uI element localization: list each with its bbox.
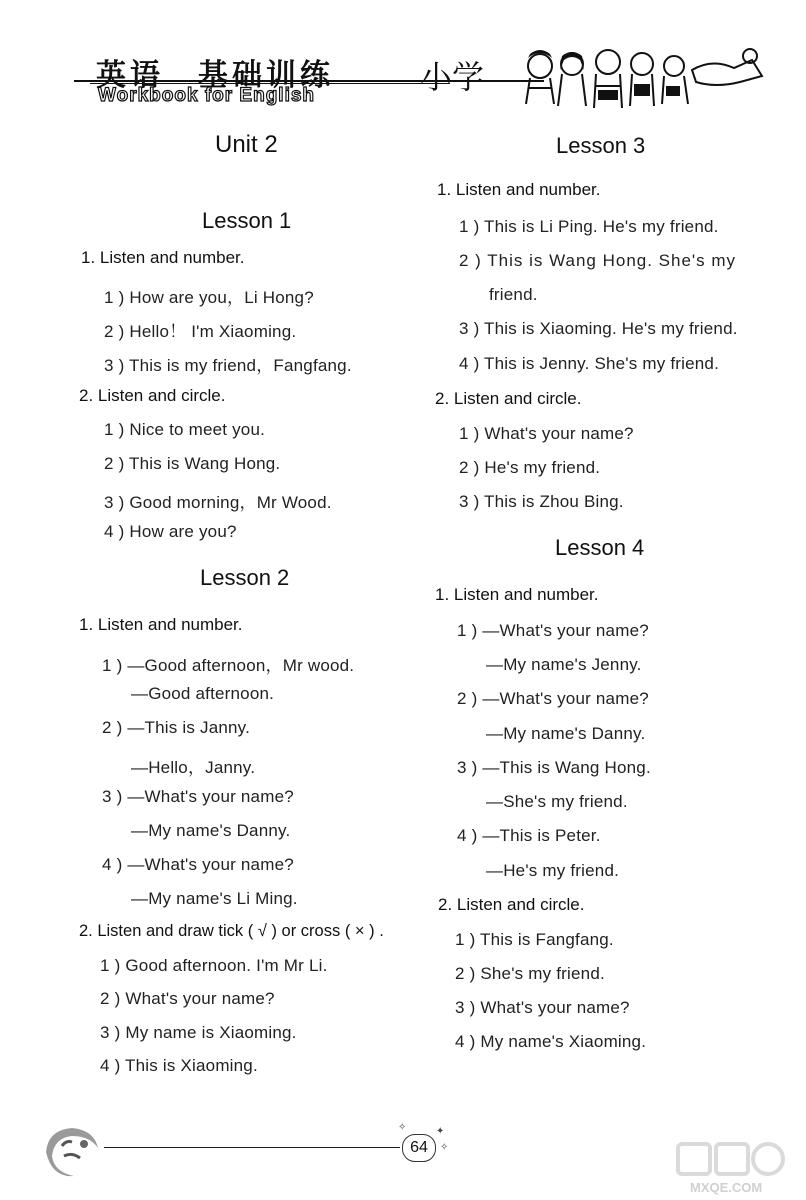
lesson-3-q1-item: 2 ) This is Wang Hong. She's my: [459, 251, 737, 270]
sparkle-icon: ✦: [436, 1126, 445, 1137]
lesson-2-q1-item: 2 ) —This is Janny.: [102, 718, 251, 737]
lesson-1-q2-item: 2 ) This is Wang Hong.: [104, 454, 281, 473]
lesson-3-q1-item-continued: friend.: [489, 285, 538, 304]
lesson-4-q1-item: 4 ) —This is Peter.: [457, 826, 601, 845]
lesson-2-q1-reply: —My name's Danny.: [131, 821, 291, 840]
lesson-3-q2-heading: 2. Listen and circle.: [435, 389, 582, 408]
lesson-3-q2-item: 1 ) What's your name?: [459, 424, 634, 443]
page-number: 64: [402, 1134, 436, 1162]
lesson-3-q2-item: 3 ) This is Zhou Bing.: [459, 492, 624, 511]
lesson-3-q2-item: 2 ) He's my friend.: [459, 458, 601, 477]
sparkle-icon: ✧: [440, 1142, 449, 1153]
sparkle-icon: ✧: [398, 1122, 407, 1133]
header-level-label: 小学: [420, 59, 485, 95]
lesson-2-q2-heading: 2. Listen and draw tick ( √ ) or cross ( × ) .: [79, 922, 384, 940]
lesson-4-q1-reply: —She's my friend.: [486, 792, 628, 811]
lesson-4-q2-item: 2 ) She's my friend.: [455, 964, 605, 983]
site-watermark: [630, 1140, 800, 1196]
header-rule-thin: [90, 83, 450, 84]
lesson-2-q1-item: 1 ) —Good afternoon，Mr wood.: [102, 656, 355, 675]
lesson-2-q1-heading: 1. Listen and number.: [79, 615, 243, 634]
header-title-basic-training: 基础训练: [198, 59, 334, 92]
lesson-4-q1-item: 1 ) —What's your name?: [457, 621, 649, 640]
lesson-4-q1-reply: —My name's Danny.: [486, 724, 646, 743]
lesson-1-q1-item: 1 ) How are you，Li Hong?: [104, 288, 314, 307]
lesson-3-title: Lesson 3: [556, 133, 646, 158]
lesson-4-title: Lesson 4: [555, 535, 645, 560]
lesson-4-q1-item: 3 ) —This is Wang Hong.: [457, 758, 651, 777]
watermark-text: MXQE.COM: [690, 1180, 763, 1195]
lesson-2-q2-item: 2 ) What's your name?: [100, 989, 275, 1008]
publisher-logo: [40, 1122, 104, 1182]
header-english-subtitle: Workbook for English: [98, 85, 316, 106]
lesson-3-q1-item: 4 ) This is Jenny. She's my friend.: [459, 354, 719, 373]
lesson-1-q2-item: 4 ) How are you?: [104, 522, 237, 541]
lesson-4-q1-item: 2 ) —What's your name?: [457, 689, 649, 708]
lesson-3-q1-heading: 1. Listen and number.: [437, 180, 601, 199]
unit-title: Unit 2: [215, 131, 278, 158]
lesson-1-title: Lesson 1: [202, 208, 292, 233]
lesson-2-q2-item: 4 ) This is Xiaoming.: [100, 1056, 258, 1075]
lesson-2-q1-item: 3 ) —What's your name?: [102, 787, 294, 806]
lesson-1-q1-heading: 1. Listen and number.: [81, 248, 245, 267]
lesson-1-q2-item: 1 ) Nice to meet you.: [104, 420, 266, 439]
lesson-2-title: Lesson 2: [200, 565, 290, 590]
children-illustration: [512, 40, 772, 114]
header-title-english-cn: 英语: [96, 59, 164, 92]
lesson-4-q2-item: 3 ) What's your name?: [455, 998, 630, 1017]
lesson-4-q1-heading: 1. Listen and number.: [435, 585, 599, 604]
lesson-1-q1-item: 3 ) This is my friend，Fangfang.: [104, 356, 352, 375]
lesson-2-q2-item: 3 ) My name is Xiaoming.: [100, 1023, 297, 1042]
lesson-1-q2-item: 3 ) Good morning，Mr Wood.: [104, 493, 332, 512]
lesson-2-q1-reply: —My name's Li Ming.: [131, 889, 298, 908]
lesson-2-q1-item: 4 ) —What's your name?: [102, 855, 294, 874]
lesson-1-q2-heading: 2. Listen and circle.: [79, 386, 226, 405]
lesson-2-q1-reply: —Good afternoon.: [131, 684, 275, 703]
lesson-4-q2-heading: 2. Listen and circle.: [438, 895, 585, 914]
lesson-4-q2-item: 1 ) This is Fangfang.: [455, 930, 614, 949]
lesson-4-q1-reply: —He's my friend.: [486, 861, 620, 880]
lesson-4-q2-item: 4 ) My name's Xiaoming.: [455, 1032, 647, 1051]
lesson-2-q1-reply: —Hello，Janny.: [131, 758, 256, 777]
lesson-2-q2-item: 1 ) Good afternoon. I'm Mr Li.: [100, 956, 328, 975]
lesson-1-q1-item: 2 ) Hello！ I'm Xiaoming.: [104, 322, 297, 341]
lesson-4-q1-reply: —My name's Jenny.: [486, 655, 642, 674]
lesson-3-q1-item: 3 ) This is Xiaoming. He's my friend.: [459, 319, 738, 338]
lesson-3-q1-item: 1 ) This is Li Ping. He's my friend.: [459, 217, 719, 236]
footer-rule: [104, 1147, 400, 1148]
